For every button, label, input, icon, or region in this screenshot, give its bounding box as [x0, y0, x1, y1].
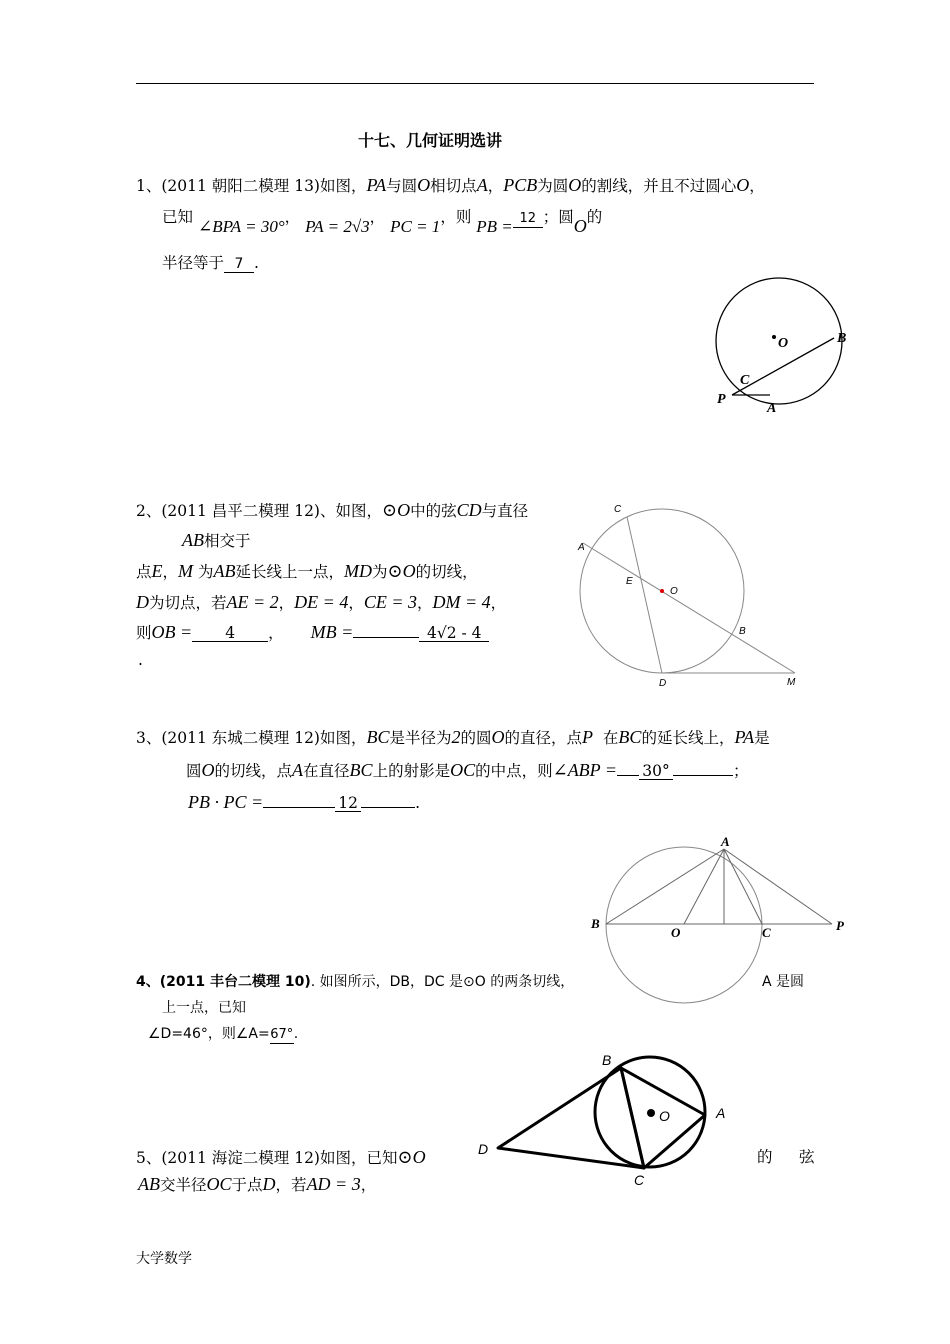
q4-line2: 上一点，已知	[162, 1000, 246, 1016]
q2-dm: DM = 4	[432, 592, 491, 612]
q3-line2	[186, 760, 749, 781]
q5-text: ，若	[275, 1176, 307, 1194]
q1-label-p: P	[717, 392, 726, 407]
q3-text: 是半径为	[389, 729, 452, 747]
q3-text: 在	[602, 729, 619, 747]
q2-text: 延长线上一点，	[235, 563, 344, 581]
q1-figure	[700, 270, 870, 430]
q4-line3	[148, 1024, 298, 1044]
q4-answer: 67°	[270, 1027, 294, 1042]
q1-text: 与圆	[386, 177, 418, 195]
q1-period: .	[254, 254, 259, 272]
q5-ab: AB	[138, 1174, 160, 1194]
q1-pb-eq: PB =	[476, 217, 513, 236]
q3-line-ao	[684, 849, 724, 924]
q2-label-a: A	[578, 542, 585, 553]
q2-text: 的切线，	[415, 563, 478, 581]
q4-tail: A 是圆	[762, 974, 805, 990]
q1-then: ，则	[440, 208, 472, 226]
q4-label-c: C	[634, 1172, 645, 1188]
q5-text: 交半径	[160, 1176, 207, 1194]
q3-a: A	[292, 760, 304, 780]
q3-answer-blank	[263, 807, 335, 808]
q2-cd: CD	[456, 500, 482, 520]
q2-ab: AB	[182, 530, 204, 550]
q3-bc: BC	[366, 727, 390, 747]
q5-line2	[138, 1174, 376, 1195]
q3-bc: BC	[349, 760, 373, 780]
header-rule	[136, 83, 814, 84]
q3-oc: OC	[450, 760, 476, 780]
q5-text: ，	[360, 1176, 377, 1194]
q2-de: DE = 4	[294, 592, 349, 612]
q1-of: 的	[586, 208, 603, 226]
q3-pa: PA	[734, 727, 755, 747]
q2-text: 为	[372, 563, 388, 581]
q1-comma: ，	[369, 208, 386, 226]
q1-text: 相切点	[430, 177, 477, 195]
q1-radius: 半径等于	[162, 254, 225, 272]
q4-center-dot	[647, 1109, 655, 1117]
q2-figure	[570, 495, 810, 695]
q2-m: M	[178, 561, 194, 581]
q5-xian: 弦	[799, 1148, 815, 1166]
q5-ad: AD = 3	[306, 1174, 361, 1194]
q1-text: 1、(2011 朝阳二模理 13)如图，	[136, 177, 367, 195]
q3-label-o: O	[671, 925, 681, 940]
q2-line5: 则OB = 4 ， MB = 4√2 - 4	[136, 622, 489, 643]
q2-chord-cd	[627, 517, 662, 673]
q2-text: 为	[197, 563, 214, 581]
q3-text: 在直径	[303, 762, 350, 780]
q2-circle-o: ⊙O	[387, 561, 416, 581]
q2-label-e: E	[626, 576, 633, 587]
q2-text: 相交于	[204, 532, 251, 550]
q2-label-d: D	[659, 678, 667, 689]
q2-dot: .	[138, 651, 143, 669]
q5-oc: OC	[206, 1174, 232, 1194]
q3-line-ap	[724, 849, 832, 924]
q3-o: O	[491, 727, 505, 747]
q1-label-a: A	[767, 401, 777, 416]
q3-text: 的延长线上，	[641, 729, 735, 747]
q2-circle-o: ⊙O	[381, 500, 411, 520]
q1-text: 为圆	[537, 177, 569, 195]
q4-label-d: D	[478, 1141, 489, 1157]
q1-pc-eq: PC = 1	[390, 217, 441, 236]
q3-line-ab	[606, 849, 724, 924]
q1-pa-eq: PA = 2√3	[305, 217, 370, 236]
q3-text: 的直径，点	[504, 729, 583, 747]
q2-center-dot	[660, 589, 664, 593]
q2-answer-blank	[353, 637, 419, 638]
q2-line3	[136, 561, 478, 582]
q4-line1	[136, 972, 574, 992]
q4-label-a: A	[716, 1105, 726, 1121]
q2-text: 2、(2011 昌平二模理 12)、如图，	[136, 502, 382, 520]
q2-line1	[136, 500, 528, 521]
q2-text: 为切点，若	[149, 594, 227, 612]
q4-period: .	[293, 1026, 299, 1042]
q4-figure	[470, 1045, 740, 1190]
q1-line1	[136, 175, 765, 196]
q3-o: O	[201, 760, 215, 780]
q1-text: 的割线，并且不过圆心	[581, 177, 737, 195]
q3-semi: ；	[733, 762, 749, 780]
q5-line1	[136, 1147, 426, 1168]
q2-answer-1: 4	[192, 625, 268, 642]
q3-answer-blank	[673, 775, 733, 776]
q5-circle-o: ⊙O	[397, 1147, 426, 1167]
q1-text: ，	[487, 177, 504, 195]
q2-label-m: M	[787, 677, 796, 688]
q2-line4: D为切点，若AE = 2，DE = 4，CE = 3，DM = 4，	[136, 592, 507, 612]
q2-e: E	[151, 561, 163, 581]
q2-line2	[182, 530, 251, 551]
q2-ab: AB	[213, 561, 236, 581]
q1-o: O	[573, 216, 587, 236]
q2-ce: CE = 3	[363, 592, 417, 612]
q1-label-b: B	[837, 331, 847, 346]
q2-ae: AE = 2	[226, 592, 279, 612]
q2-text: 中的弦	[410, 502, 457, 520]
q1-label-o: O	[778, 336, 789, 351]
q3-answer-1: 30°	[639, 763, 673, 780]
q2-label-b: B	[739, 626, 746, 637]
q3-answer-blank	[617, 775, 639, 776]
q5-text: 5、(2011 海淀二模理 12)如图，已知	[136, 1149, 398, 1167]
q3-answer-2: 12	[335, 795, 361, 812]
q1-center-dot	[772, 335, 776, 339]
q1-pcb: PCB	[503, 175, 538, 195]
q3-label-p: P	[836, 918, 844, 933]
q4-label-b: B	[602, 1052, 612, 1068]
q3-bc: BC	[618, 727, 642, 747]
q2-text: 与直径	[481, 502, 529, 520]
q4-text: ∠D=46°，则∠A=	[148, 1026, 270, 1042]
q1-label-c: C	[740, 373, 750, 388]
q3-angle-abp: ∠ABP =	[552, 760, 617, 780]
q1-angle: ∠BPA = 30°	[197, 217, 285, 236]
q1-semi: ；圆	[542, 208, 574, 226]
q3-text: 3、(2011 东城二模理 12)如图，	[136, 729, 367, 747]
q3-text: 的切线，点	[214, 762, 293, 780]
q3-period: .	[415, 794, 421, 812]
q2-text: 点	[136, 563, 152, 581]
q2-label-c: C	[614, 504, 622, 515]
q1-o: O	[568, 175, 582, 195]
q3-line-ac	[724, 849, 762, 924]
q2-d: D	[136, 592, 149, 612]
q1-answer-1: 12	[513, 211, 543, 228]
q3-p: P	[582, 727, 594, 747]
q2-text: ，	[162, 563, 179, 581]
q1-text: ，	[749, 177, 765, 195]
q1-known: 已知	[162, 208, 194, 226]
q5-text: 于点	[231, 1176, 263, 1194]
q2-md: MD	[344, 561, 372, 581]
q2-text: 则	[136, 624, 152, 642]
q3-text: 的中点，则	[475, 762, 553, 780]
q1-line3	[162, 253, 259, 273]
q3-figure	[585, 835, 850, 1010]
q3-label-b: B	[591, 916, 600, 931]
q3-label-a: A	[721, 835, 730, 849]
page-title: 十七、几何证明选讲	[358, 131, 503, 150]
q3-pbpc: PB · PC =	[188, 792, 264, 812]
q4-head: 4、(2011 丰台二模理 10)	[136, 974, 311, 990]
q3-text: 是	[754, 729, 770, 747]
q3-two: 2	[451, 727, 461, 747]
q1-o: O	[417, 175, 431, 195]
q3-line1	[136, 727, 770, 748]
page-footer: 大学数学	[136, 1251, 192, 1267]
q3-answer-blank	[361, 807, 415, 808]
q4-label-o: O	[659, 1108, 670, 1124]
q1-o: O	[736, 175, 750, 195]
q2-ob: OB =	[151, 622, 193, 642]
q1-comma: ，	[284, 208, 301, 226]
q1-line2	[162, 206, 603, 236]
q2-label-o: O	[670, 586, 678, 597]
q5-de: 的	[757, 1148, 773, 1166]
q1-a: A	[476, 175, 488, 195]
q4-tangents	[498, 1068, 644, 1168]
q3-text: 的圆	[460, 729, 492, 747]
q1-answer-2: 7	[224, 256, 254, 273]
q4-text: . 如图所示，DB，DC 是⊙O 的两条切线，	[310, 974, 575, 990]
q2-line-am	[583, 543, 795, 673]
q3-label-c: C	[762, 925, 771, 940]
q5-d: D	[262, 1174, 276, 1194]
q3-line3	[188, 792, 420, 813]
q2-answer-2: 4√2 - 4	[419, 625, 489, 642]
q3-text: 上的射影是	[372, 762, 451, 780]
q1-pa: PA	[366, 175, 387, 195]
q3-text: 圆	[186, 762, 202, 780]
q2-mb: MB =	[310, 622, 354, 642]
q3-circle	[606, 847, 762, 1003]
